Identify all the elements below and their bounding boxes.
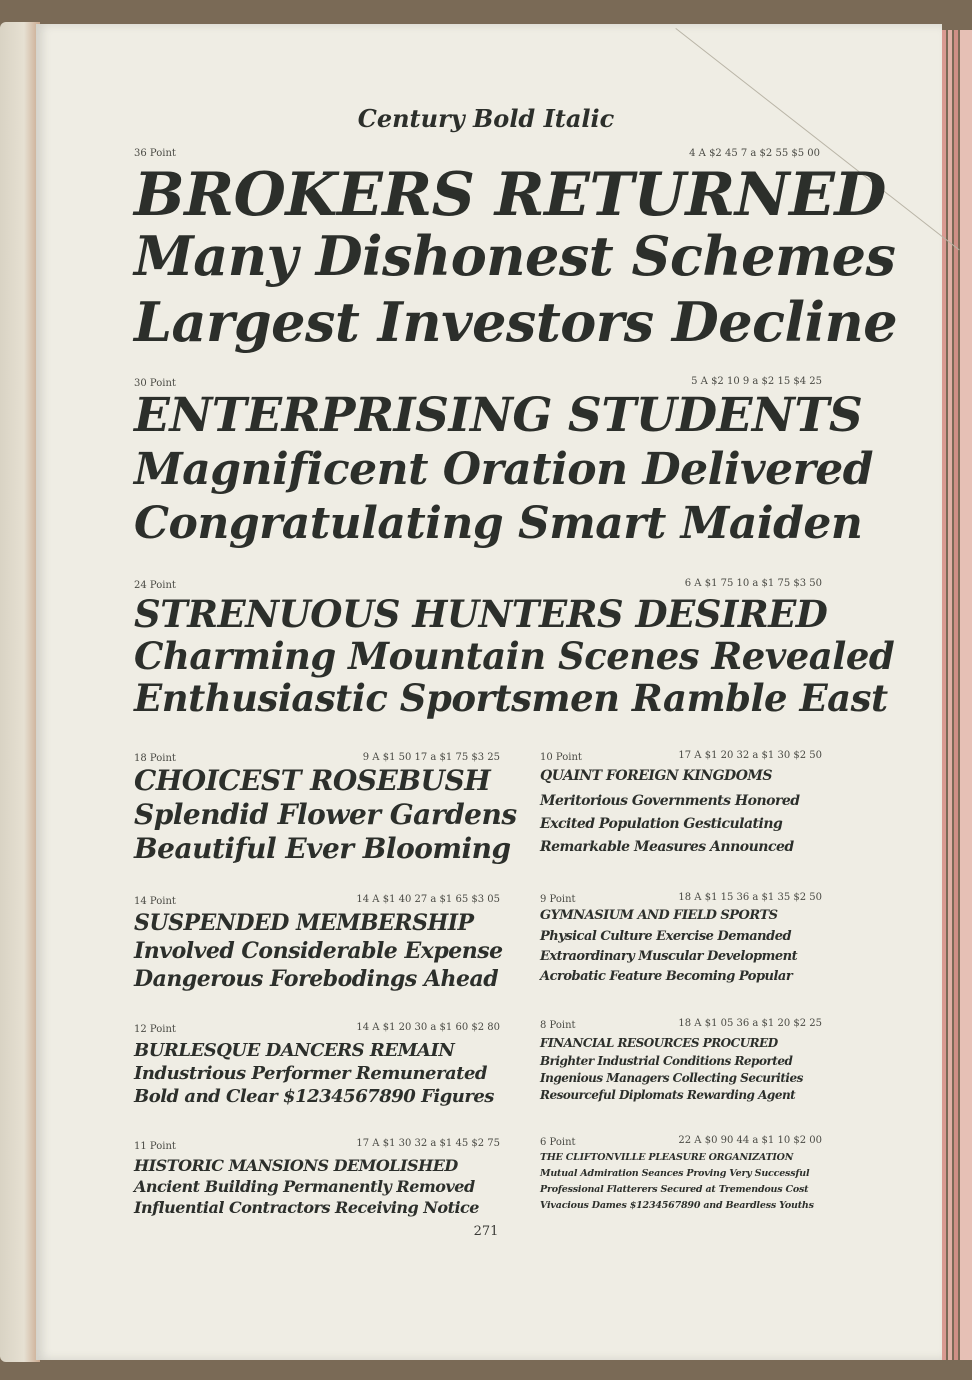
specimen-line: Many Dishonest Schemes	[134, 224, 896, 288]
specimen-line: Splendid Flower Gardens	[134, 798, 517, 831]
price-label-14: 14 A $1 40 27 a $1 65 $3 05	[356, 894, 500, 905]
specimen-line: Magnificent Oration Delivered	[134, 444, 874, 495]
specimen-line: CHOICEST ROSEBUSH	[134, 764, 491, 797]
specimen-line: Acrobatic Feature Becoming Popular	[540, 969, 793, 984]
price-label-36: 4 A $2 45 7 a $2 55 $5 00	[689, 148, 820, 159]
specimen-line: Involved Considerable Expense	[134, 938, 503, 964]
specimen-line: GYMNASIUM AND FIELD SPORTS	[540, 908, 778, 923]
page-title: Century Bold Italic	[357, 104, 615, 133]
size-label-10: 10 Point	[540, 752, 582, 763]
specimen-line: Vivacious Dames $1234567890 and Beardless Youths	[540, 1200, 814, 1211]
size-label-12: 12 Point	[134, 1024, 176, 1035]
specimen-line: Ancient Building Permanently Removed	[134, 1177, 475, 1196]
specimen-line: Enthusiastic Sportsmen Ramble East	[134, 676, 888, 720]
specimen-line: Professional Flatterers Secured at Tremendous Cost	[540, 1184, 809, 1195]
specimen-line: STRENUOUS HUNTERS DESIRED	[134, 592, 828, 636]
page-stack-edge	[942, 30, 946, 1360]
specimen-line: Remarkable Measures Announced	[540, 839, 794, 855]
price-label-18: 9 A $1 50 17 a $1 75 $3 25	[362, 752, 500, 763]
specimen-line: BROKERS RETURNED	[134, 160, 886, 230]
specimen-line: Dangerous Forebodings Ahead	[134, 966, 499, 992]
size-label-24: 24 Point	[134, 580, 176, 591]
specimen-line: Brighter Industrial Conditions Reported	[540, 1054, 793, 1068]
specimen-line: QUAINT FOREIGN KINGDOMS	[540, 768, 773, 784]
specimen-line: Charming Mountain Scenes Revealed	[134, 634, 895, 678]
page-stack-edge	[954, 30, 958, 1360]
specimen-line: Meritorious Governments Honored	[540, 793, 800, 809]
page-stack-edge	[948, 30, 952, 1360]
specimen-line: Resourceful Diplomats Rewarding Agent	[540, 1088, 796, 1102]
specimen-line: HISTORIC MANSIONS DEMOLISHED	[134, 1156, 458, 1175]
size-label-9: 9 Point	[540, 894, 576, 905]
specimen-line: SUSPENDED MEMBERSHIP	[134, 910, 474, 936]
size-label-6: 6 Point	[540, 1137, 576, 1148]
specimen-line: FINANCIAL RESOURCES PROCURED	[540, 1036, 778, 1050]
specimen-line: Extraordinary Muscular Development	[540, 949, 798, 964]
price-label-24: 6 A $1 75 10 a $1 75 $3 50	[684, 578, 822, 589]
size-label-11: 11 Point	[134, 1141, 176, 1152]
size-label-30: 30 Point	[134, 378, 176, 389]
facing-page-edge	[0, 22, 40, 1362]
price-label-9: 18 A $1 15 36 a $1 35 $2 50	[678, 892, 822, 903]
specimen-line: Industrious Performer Remunerated	[134, 1063, 487, 1084]
specimen-line: BURLESQUE DANCERS REMAIN	[134, 1040, 455, 1061]
price-label-12: 14 A $1 20 30 a $1 60 $2 80	[356, 1022, 500, 1033]
specimen-line: Beautiful Ever Blooming	[134, 832, 511, 865]
size-label-8: 8 Point	[540, 1020, 576, 1031]
specimen-line: Mutual Admiration Seances Proving Very Successful	[540, 1168, 810, 1179]
specimen-line: THE CLIFTONVILLE PLEASURE ORGANIZATION	[540, 1152, 794, 1163]
price-label-11: 17 A $1 30 32 a $1 45 $2 75	[356, 1138, 500, 1149]
page-number: 271	[473, 1224, 499, 1239]
size-label-36: 36 Point	[134, 148, 176, 159]
size-label-18: 18 Point	[134, 753, 176, 764]
specimen-line: Physical Culture Exercise Demanded	[540, 929, 792, 944]
size-label-14: 14 Point	[134, 896, 176, 907]
specimen-line: Bold and Clear $1234567890 Figures	[134, 1086, 494, 1107]
price-label-10: 17 A $1 20 32 a $1 30 $2 50	[678, 750, 822, 761]
specimen-line: Congratulating Smart Maiden	[134, 498, 863, 549]
page-stack-edge	[960, 30, 972, 1360]
specimen-line: Ingenious Managers Collecting Securities	[540, 1071, 803, 1085]
specimen-line: Influential Contractors Receiving Notice	[134, 1198, 479, 1217]
price-label-8: 18 A $1 05 36 a $1 20 $2 25	[678, 1018, 822, 1029]
specimen-line: ENTERPRISING STUDENTS	[134, 388, 863, 443]
specimen-line: Excited Population Gesticulating	[540, 816, 783, 832]
price-label-6: 22 A $0 90 44 a $1 10 $2 00	[678, 1135, 822, 1146]
price-label-30: 5 A $2 10 9 a $2 15 $4 25	[691, 376, 822, 387]
specimen-line: Largest Investors Decline	[134, 290, 898, 354]
